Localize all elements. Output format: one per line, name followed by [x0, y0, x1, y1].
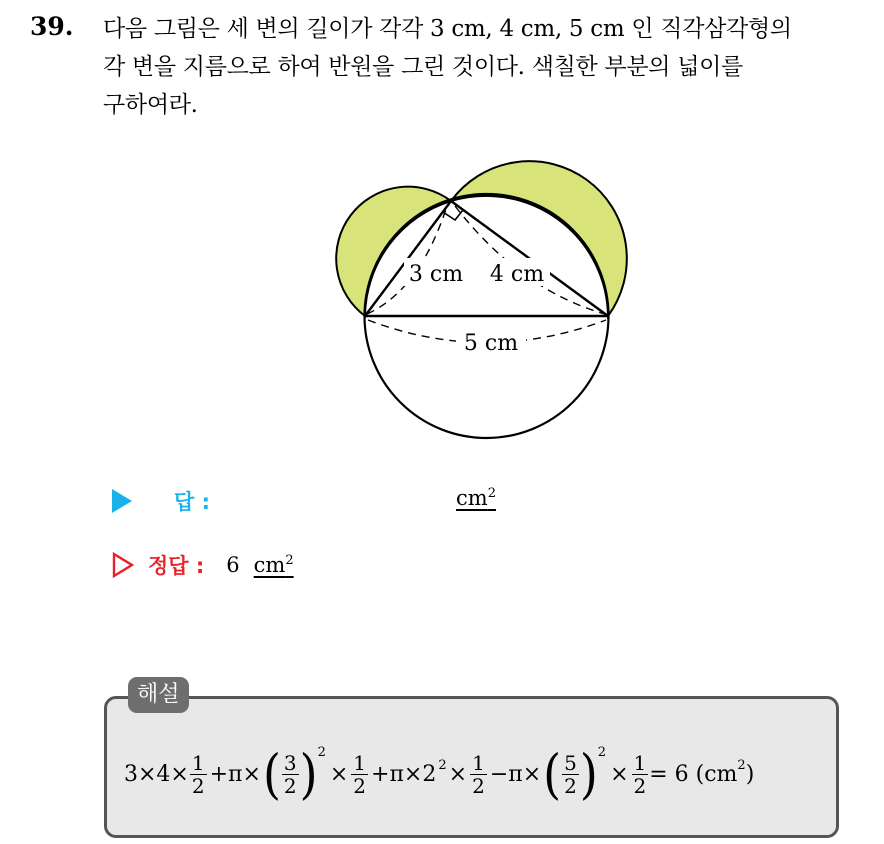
answer-label: 답 : — [174, 490, 210, 514]
fraction: $\frac{1}{2}$ — [353, 750, 367, 798]
question-line-1: 다음 그림은 세 변의 길이가 각각 3 cm, 4 cm, 5 cm 인 직각삼각형의 — [103, 16, 792, 42]
fraction: $\frac{1}{2}$ — [633, 750, 647, 798]
answer-unit: $cm^2$ — [456, 486, 496, 510]
fraction: $\frac{1}{2}$ — [472, 750, 485, 798]
label-5cm: 5 cm — [463, 331, 519, 356]
answer-row — [112, 486, 210, 516]
fraction: $\frac{3}{2}$ — [283, 750, 297, 798]
fraction: $\frac{5}{2}$ — [564, 750, 577, 798]
correct-answer-row — [112, 550, 294, 580]
question-number: 39. — [30, 12, 74, 41]
play-icon — [112, 489, 132, 513]
fraction: $\frac{1}{2}$ — [191, 750, 205, 798]
lune-right — [451, 161, 627, 316]
play-outline-icon — [112, 552, 134, 578]
question-line-2: 각 변을 지름으로 하여 반원을 그린 것이다. 색칠한 부분의 넓이를 — [103, 54, 743, 80]
semicircle-figure — [330, 160, 640, 450]
correct-answer-value: 6 — [226, 553, 240, 577]
label-3cm: 3 cm — [408, 262, 464, 287]
correct-answer-unit: $cm^2$ — [253, 553, 294, 577]
question-line-3: 구하여라. — [103, 92, 198, 118]
explanation-formula: 3×4× $\frac{1}{2}$ +π× ( $\frac{3}{2}$ ) 2 × $\frac{1}{2}$ +π×2 2 × $\frac{1}{2}$ −π× ( $\frac{5}{2}$ ) 2 × $\frac{1}{2}$ = 6 (cm 2 ) — [124, 742, 755, 806]
explanation-tag: 해설 — [128, 677, 189, 713]
correct-answer-label: 정답 : — [148, 554, 205, 578]
question-text — [103, 10, 873, 124]
label-4cm: 4 cm — [489, 262, 545, 287]
